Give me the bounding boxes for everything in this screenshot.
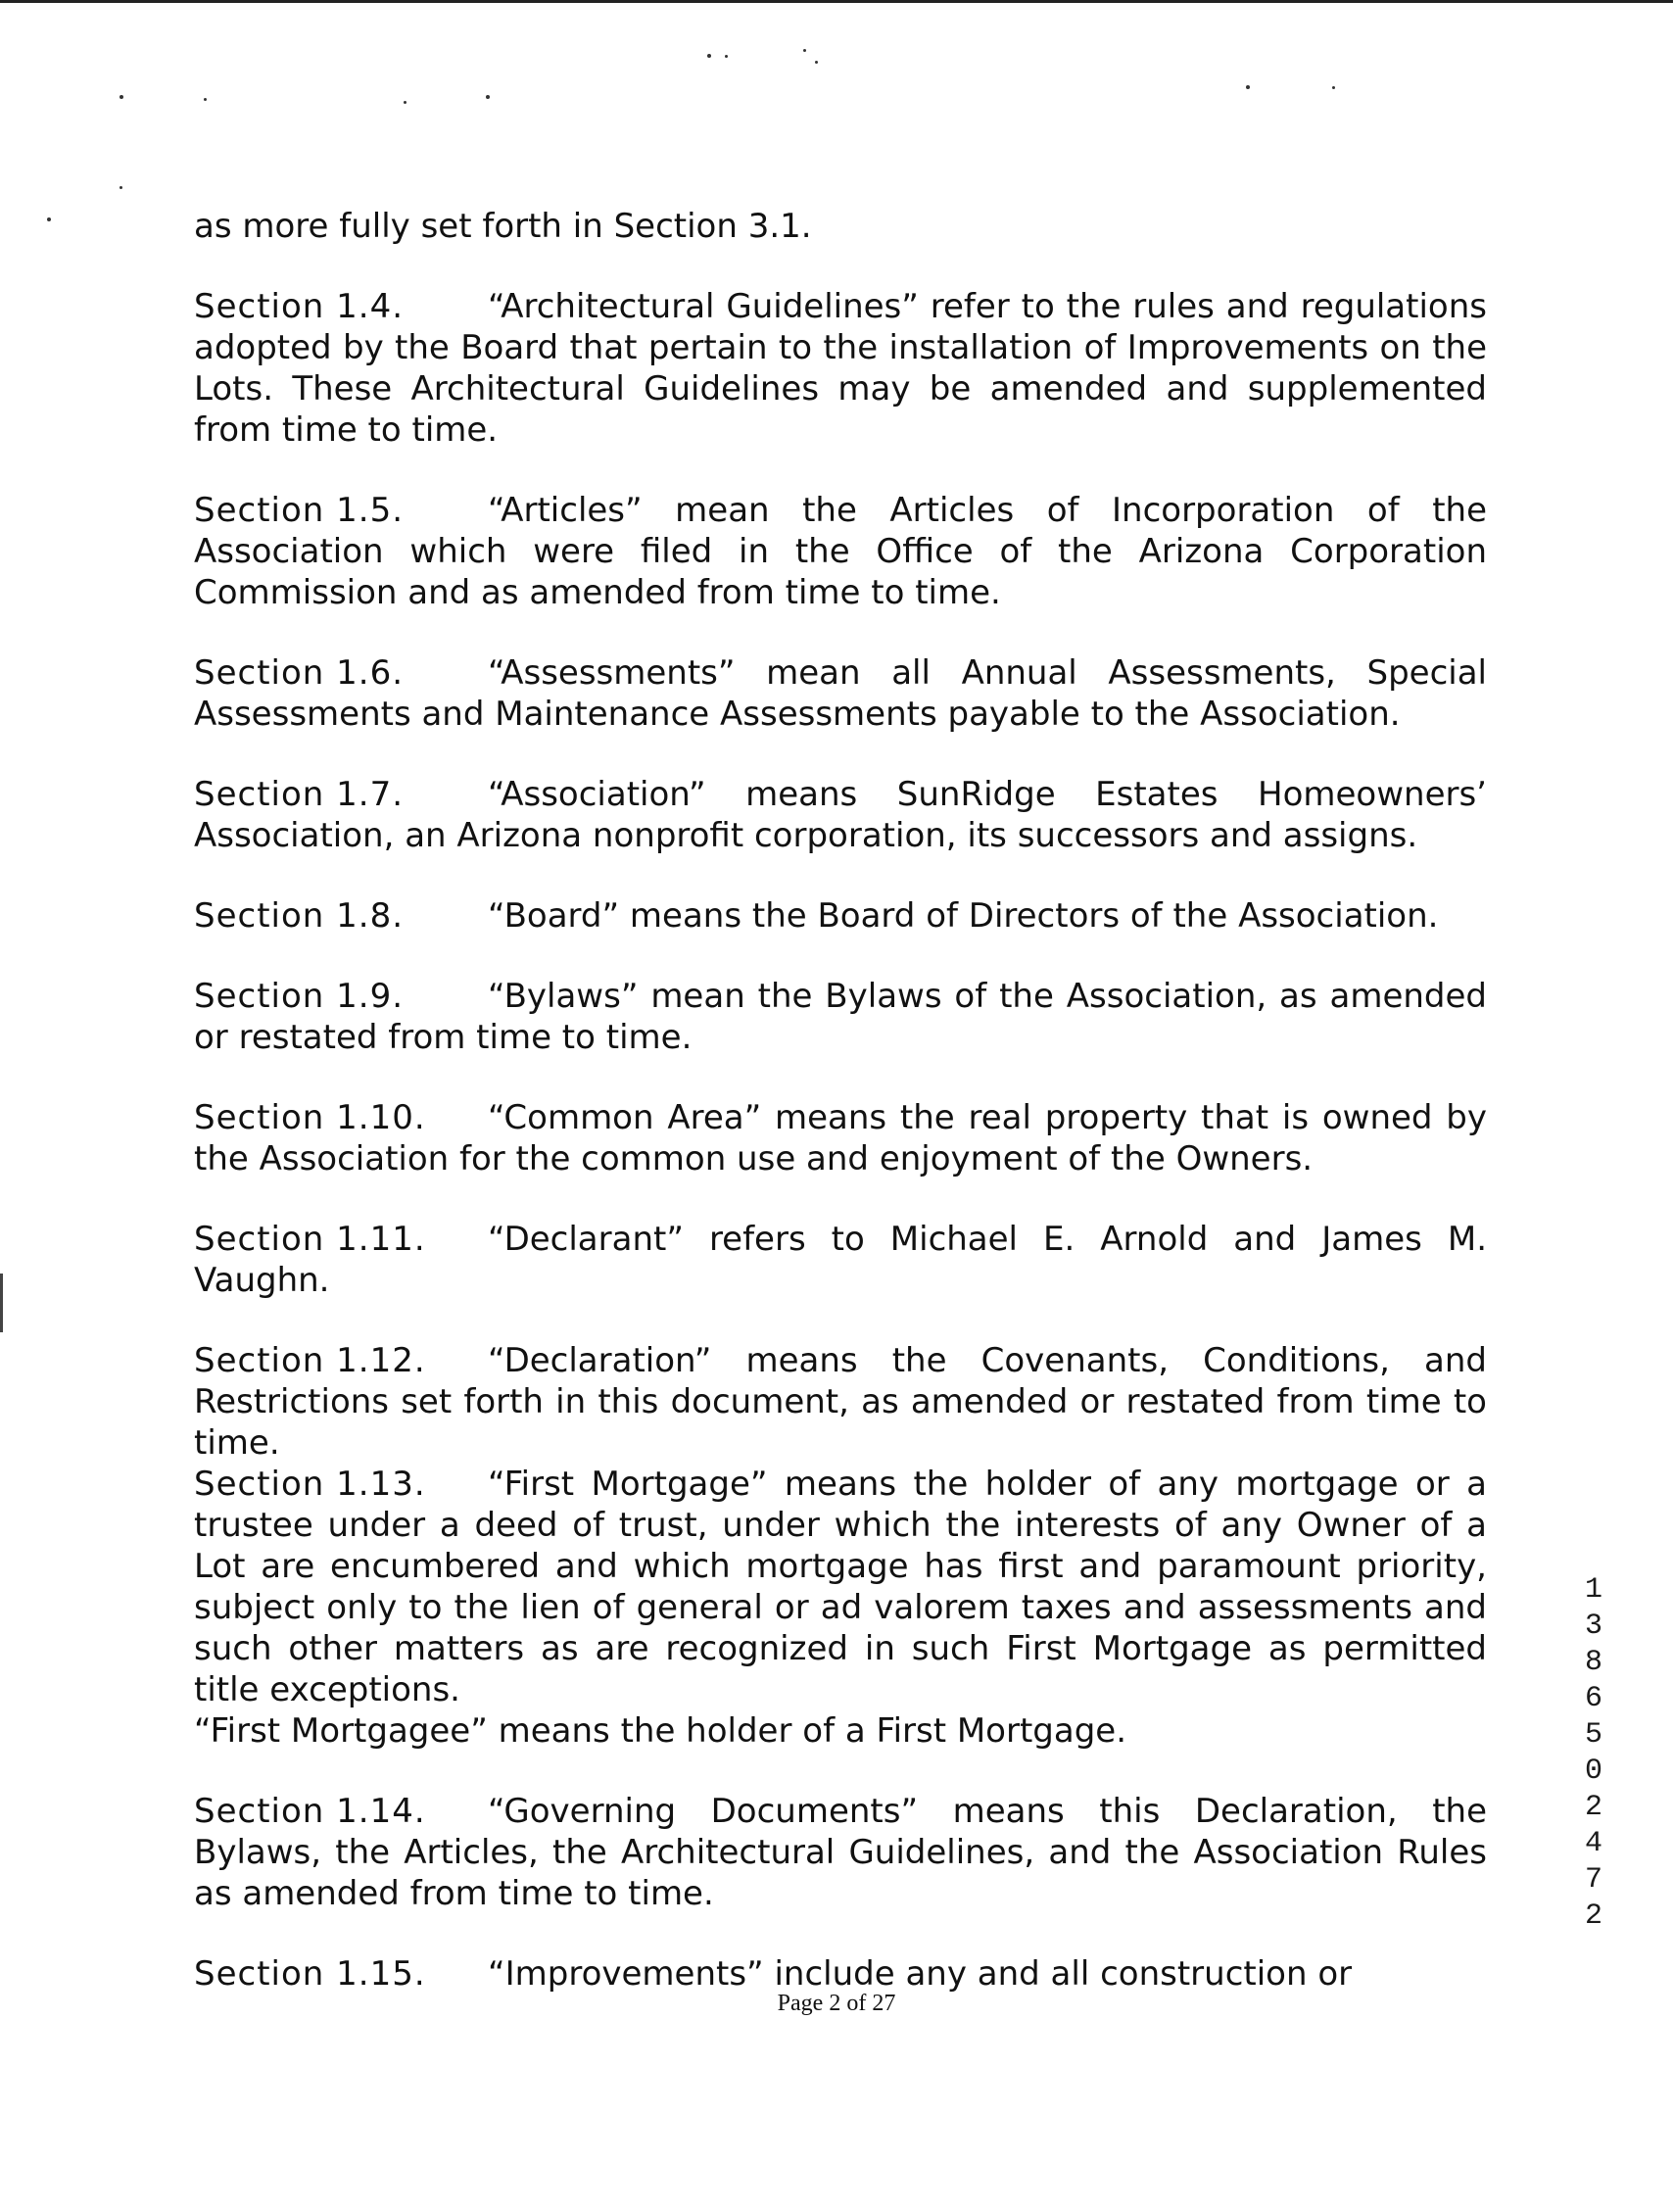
recording-digit: 7 — [1584, 1863, 1602, 1897]
scan-speck — [404, 101, 406, 104]
section-number: Section 1.7. — [194, 775, 405, 814]
section-number: Section 1.5. — [194, 491, 405, 530]
recording-digit: 2 — [1584, 1899, 1602, 1933]
recording-digit: 6 — [1584, 1682, 1602, 1715]
scan-speck — [803, 49, 806, 52]
section-number: Section 1.15. — [194, 1954, 426, 1994]
section-text: “Bylaws” mean the Bylaws of the Association, as amended or restated from time to time. — [194, 977, 1487, 1057]
section-1-15 — [194, 1953, 1487, 1995]
scan-speck — [725, 55, 728, 58]
section-1-14 — [194, 1791, 1487, 1914]
section-number: Section 1.8. — [194, 896, 405, 936]
section-1-10 — [194, 1097, 1487, 1179]
section-number: Section 1.6. — [194, 653, 405, 693]
recording-digit: 1 — [1584, 1573, 1602, 1607]
section-1-8 — [194, 895, 1487, 937]
section-number: Section 1.13. — [194, 1465, 426, 1504]
section-text: “First Mortgage” means the holder of any mortgage or a trustee under a deed of trust, under which the interests of any Owner of a Lot are encumbered and which mortgage has first and paramount priority, subject only to the lien of general or ad valorem taxes and assessments and such other matters as are recognized in such First Mortgage as permitted title exceptions. — [194, 1465, 1487, 1709]
scan-speck — [707, 54, 711, 58]
recording-digit: 8 — [1584, 1646, 1602, 1679]
section-text: “Assessments” mean all Annual Assessments, Special Assessments and Maintenance Assessments payable to the Association. — [194, 653, 1487, 734]
scan-edge-mark — [0, 1274, 3, 1332]
recording-digit: 5 — [1584, 1718, 1602, 1752]
recording-number-stamp — [1579, 1572, 1608, 1935]
recording-digit: 3 — [1584, 1610, 1602, 1643]
section-1-11 — [194, 1219, 1487, 1301]
section-text: “Association” means SunRidge Estates Homeowners’ Association, an Arizona nonprofit corporation, its successors and assigns. — [194, 775, 1487, 855]
recording-digit: 0 — [1584, 1755, 1602, 1788]
scan-speck — [1246, 85, 1250, 89]
scan-top-border — [0, 0, 1673, 3]
section-text: “Governing Documents” means this Declaration, the Bylaws, the Articles, the Architectural Guidelines, and the Association Rules as amended from time to time. — [194, 1792, 1487, 1913]
section-text: “Articles” mean the Articles of Incorporation of the Association which were filed in the Office of the Arizona Corporation Commission and as amended from time to time. — [194, 491, 1487, 612]
scan-speck — [815, 61, 818, 64]
section-1-9 — [194, 976, 1487, 1058]
section-text: “Architectural Guidelines” refer to the rules and regulations adopted by the Board that pertain to the installation of Improvements on the Lots. These Architectural Guidelines may be amended and supplemented from time to time. — [194, 287, 1487, 450]
section-1-5 — [194, 490, 1487, 613]
section-text: “Improvements” include any and all construction or — [488, 1954, 1353, 1994]
section-number: Section 1.12. — [194, 1341, 426, 1380]
paragraph-text: “First Mortgagee” means the holder of a First Mortgage. — [194, 1711, 1127, 1751]
scan-speck — [486, 95, 490, 99]
page-number-footer: Page 2 of 27 — [777, 1991, 896, 2016]
section-text: “Common Area” means the real property that is owned by the Association for the common use and enjoyment of the Owners. — [194, 1098, 1487, 1178]
section-number: Section 1.11. — [194, 1220, 426, 1259]
section-number: Section 1.4. — [194, 287, 405, 326]
recording-digit: 2 — [1584, 1791, 1602, 1824]
scan-speck — [47, 217, 51, 221]
section-number: Section 1.14. — [194, 1792, 426, 1831]
section-text: “Board” means the Board of Directors of the Association. — [488, 896, 1439, 936]
section-text: “Declaration” means the Covenants, Conditions, and Restrictions set forth in this document, as amended or restated from time to time. — [194, 1341, 1487, 1463]
scan-speck — [120, 186, 122, 189]
paragraph-text: as more fully set forth in Section 3.1. — [194, 207, 812, 246]
section-1-13 — [194, 1464, 1487, 1710]
paragraph-first-mortgagee — [194, 1710, 1487, 1752]
scan-speck — [1332, 86, 1335, 89]
scan-speck — [204, 98, 207, 101]
paragraph-continuation — [194, 206, 1487, 247]
recording-digit: 4 — [1584, 1827, 1602, 1860]
section-text: “Declarant” refers to Michael E. Arnold and James M. Vaughn. — [194, 1220, 1487, 1300]
section-number: Section 1.9. — [194, 977, 405, 1016]
section-number: Section 1.10. — [194, 1098, 426, 1137]
section-1-6 — [194, 652, 1487, 735]
section-1-7 — [194, 774, 1487, 856]
section-1-4 — [194, 286, 1487, 451]
document-body — [194, 206, 1487, 2034]
scan-speck — [120, 95, 123, 99]
section-1-12 — [194, 1340, 1487, 1464]
